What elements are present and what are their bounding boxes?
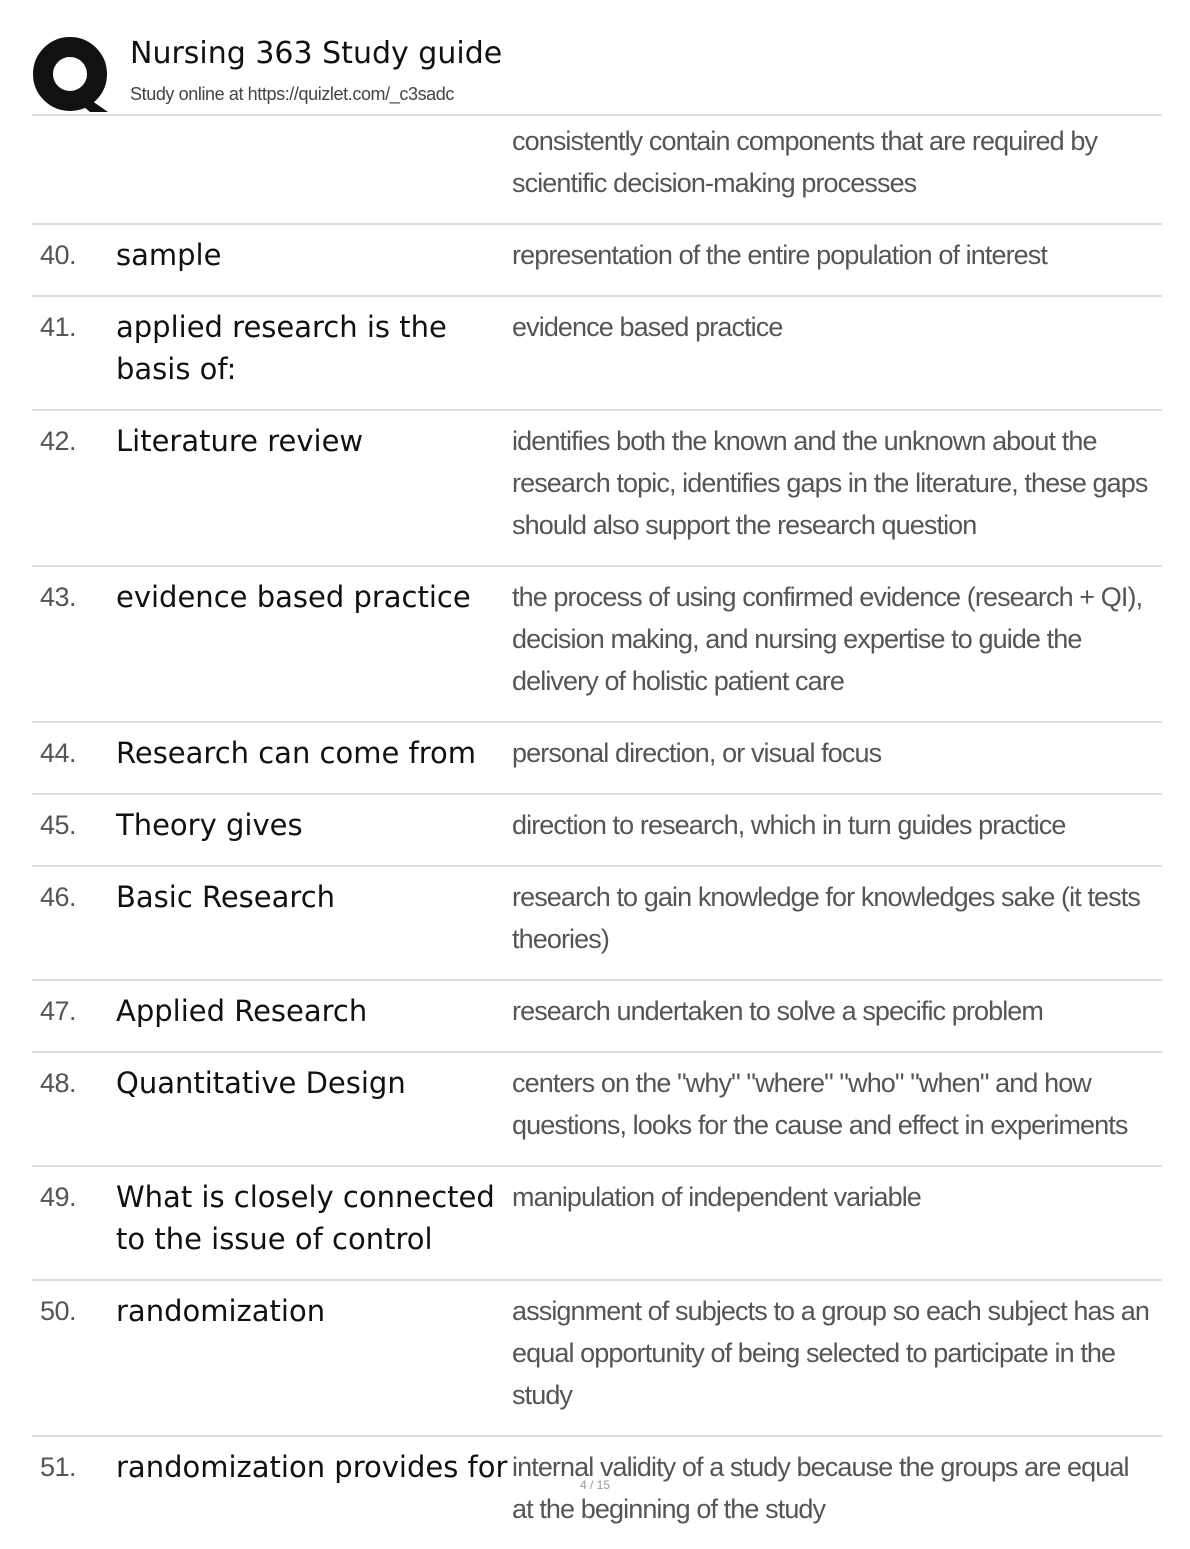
card-term: applied research is the basis of: [116,310,447,386]
card-number: 47. [40,996,77,1026]
card-term: What is closely connected to the issue of control [116,1180,495,1256]
card-row [32,297,1162,411]
card-row [32,1437,1162,1549]
card-definition: manipulation of independent variable [512,1182,921,1212]
card-row [32,795,1162,867]
card-definition: research to gain knowledge for knowledges sake (it tests theories) [512,882,1140,954]
card-row [32,411,1162,567]
card-definition: research undertaken to solve a specific problem [512,996,1044,1026]
card-term: sample [116,238,222,272]
card-number: 48. [40,1068,77,1098]
card-term: randomization [116,1294,326,1328]
page-header [32,30,1162,114]
card-number: 43. [40,582,77,612]
card-definition: representation of the entire population of interest [512,240,1047,270]
card-term: Applied Research [116,994,368,1028]
card-row [32,567,1162,723]
card-number: 51. [40,1452,77,1482]
card-number: 41. [40,312,77,342]
card-definition: personal direction, or visual focus [512,738,882,768]
card-term [116,120,512,204]
page-number: 4 / 15 [579,1478,611,1492]
card-term: Literature review [116,424,364,458]
card-row [32,867,1162,981]
card-number [32,120,116,204]
card-definition: direction to research, which in turn guides practice [512,810,1066,840]
card-number: 49. [40,1182,77,1212]
card-row [32,981,1162,1053]
card-definition: identifies both the known and the unknown about the research topic, identifies gaps in the literature, these gaps should also support the research question [512,426,1148,540]
card-term: Basic Research [116,880,336,914]
card-row [32,1167,1162,1281]
card-definition: evidence based practice [512,312,783,342]
page-title: Nursing 363 Study guide [130,36,503,71]
card-number: 42. [40,426,77,456]
card-term: Research can come from [116,736,477,770]
card-number: 44. [40,738,77,768]
card-number: 50. [40,1296,77,1326]
card-term: evidence based practice [116,580,471,614]
card-definition: centers on the "why" "where" "who" "when" and how questions, looks for the cause and effect in experiments [512,1068,1128,1140]
quizlet-logo-icon [32,36,112,116]
card-row [32,1281,1162,1437]
card-number: 46. [40,882,77,912]
card-row [32,723,1162,795]
card-term: Theory gives [116,808,303,842]
card-definition: consistently contain components that are required by scientific decision-making processes [512,126,1098,198]
card-number: 40. [40,240,77,270]
card-number: 45. [40,810,77,840]
card-definition: the process of using confirmed evidence (research + QI), decision making, and nursing expertise to guide the delivery of holistic patient care [512,582,1143,696]
card-row [32,1053,1162,1167]
page-subtitle: Study online at https://quizlet.com/_c3sadc [130,84,454,104]
card-row [32,225,1162,297]
card-term: Quantitative Design [116,1066,406,1100]
card-term: randomization provides for [116,1450,508,1484]
flashcard-table [32,116,1162,1549]
card-definition: assignment of subjects to a group so each subject has an equal opportunity of being selected to participate in the study [512,1296,1150,1410]
card-row [32,116,1162,225]
card-definition: internal validity of a study because the groups are equal at the beginning of the study [512,1452,1129,1524]
